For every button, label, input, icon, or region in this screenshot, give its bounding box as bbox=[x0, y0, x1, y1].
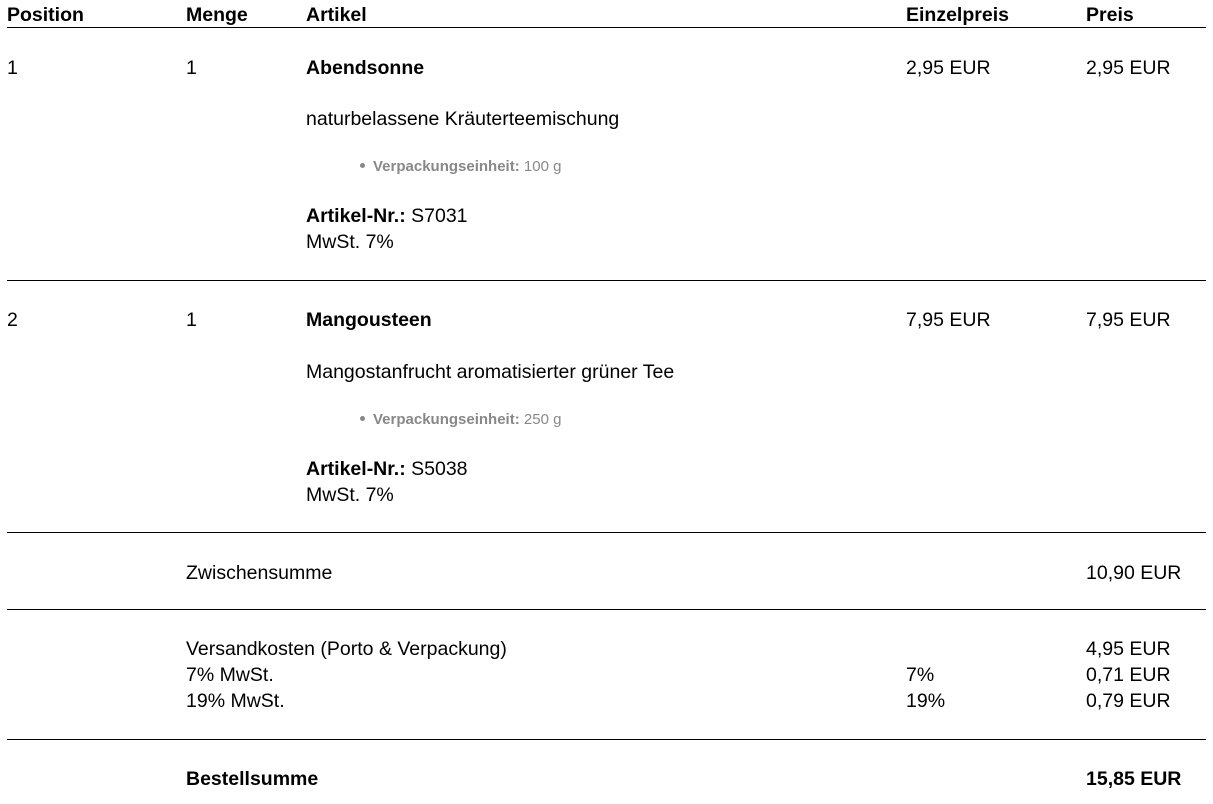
item-packaging-unit bbox=[360, 158, 561, 175]
item-position: 1 bbox=[7, 57, 18, 79]
shipping-label: Versandkosten (Porto & Verpackung) bbox=[186, 638, 507, 660]
item-article-number bbox=[306, 458, 468, 481]
row-divider bbox=[7, 532, 1206, 533]
header-position: Position bbox=[7, 4, 84, 26]
vat-divider bbox=[7, 739, 1206, 740]
item-article-number bbox=[306, 205, 468, 228]
vat19-label: 19% MwSt. bbox=[186, 690, 285, 712]
vat19-value: 0,79 EUR bbox=[1086, 690, 1171, 712]
packaging-unit-value: 250 g bbox=[523, 411, 562, 428]
item-name: Mangousteen bbox=[306, 309, 432, 331]
item-packaging-unit bbox=[360, 411, 561, 428]
subtotal-divider bbox=[7, 609, 1206, 610]
row-divider bbox=[7, 280, 1206, 281]
header-einzelpreis: Einzelpreis bbox=[906, 4, 1009, 26]
header-menge: Menge bbox=[186, 4, 248, 26]
item-price: 7,95 EUR bbox=[1086, 309, 1171, 331]
bullet-icon bbox=[360, 416, 365, 421]
item-unit-price: 7,95 EUR bbox=[906, 309, 991, 331]
packaging-unit-label: Verpackungseinheit: bbox=[373, 158, 520, 175]
vat19-rate: 19% bbox=[906, 690, 946, 712]
item-price: 2,95 EUR bbox=[1086, 57, 1171, 79]
item-unit-price: 2,95 EUR bbox=[906, 57, 991, 79]
header-preis: Preis bbox=[1086, 4, 1134, 26]
article-number-value: S5038 bbox=[411, 458, 468, 480]
subtotal-label: Zwischensumme bbox=[186, 562, 333, 584]
vat7-label: 7% MwSt. bbox=[186, 664, 274, 686]
vat7-value: 0,71 EUR bbox=[1086, 664, 1171, 686]
subtotal-value: 10,90 EUR bbox=[1086, 562, 1182, 584]
article-number-label: Artikel-Nr.: bbox=[306, 458, 406, 480]
packaging-unit-value: 100 g bbox=[523, 158, 562, 175]
bullet-icon bbox=[360, 163, 365, 168]
vat7-rate: 7% bbox=[906, 664, 935, 686]
order-total-value: 15,85 EUR bbox=[1086, 768, 1182, 790]
shipping-value: 4,95 EUR bbox=[1086, 638, 1171, 660]
item-position: 2 bbox=[7, 309, 18, 331]
article-number-label: Artikel-Nr.: bbox=[306, 205, 406, 227]
item-quantity: 1 bbox=[186, 57, 197, 79]
item-description: naturbelassene Kräuterteemischung bbox=[306, 108, 620, 130]
header-artikel: Artikel bbox=[306, 4, 367, 26]
header-divider bbox=[7, 27, 1206, 28]
packaging-unit-label: Verpackungseinheit: bbox=[373, 411, 520, 428]
order-total-label: Bestellsumme bbox=[186, 768, 319, 790]
item-vat: MwSt. 7% bbox=[306, 231, 394, 253]
item-name: Abendsonne bbox=[306, 57, 425, 79]
article-number-value: S7031 bbox=[411, 205, 468, 227]
item-description: Mangostanfrucht aromatisierter grüner Tee bbox=[306, 361, 675, 383]
item-quantity: 1 bbox=[186, 309, 197, 331]
item-vat: MwSt. 7% bbox=[306, 484, 394, 506]
